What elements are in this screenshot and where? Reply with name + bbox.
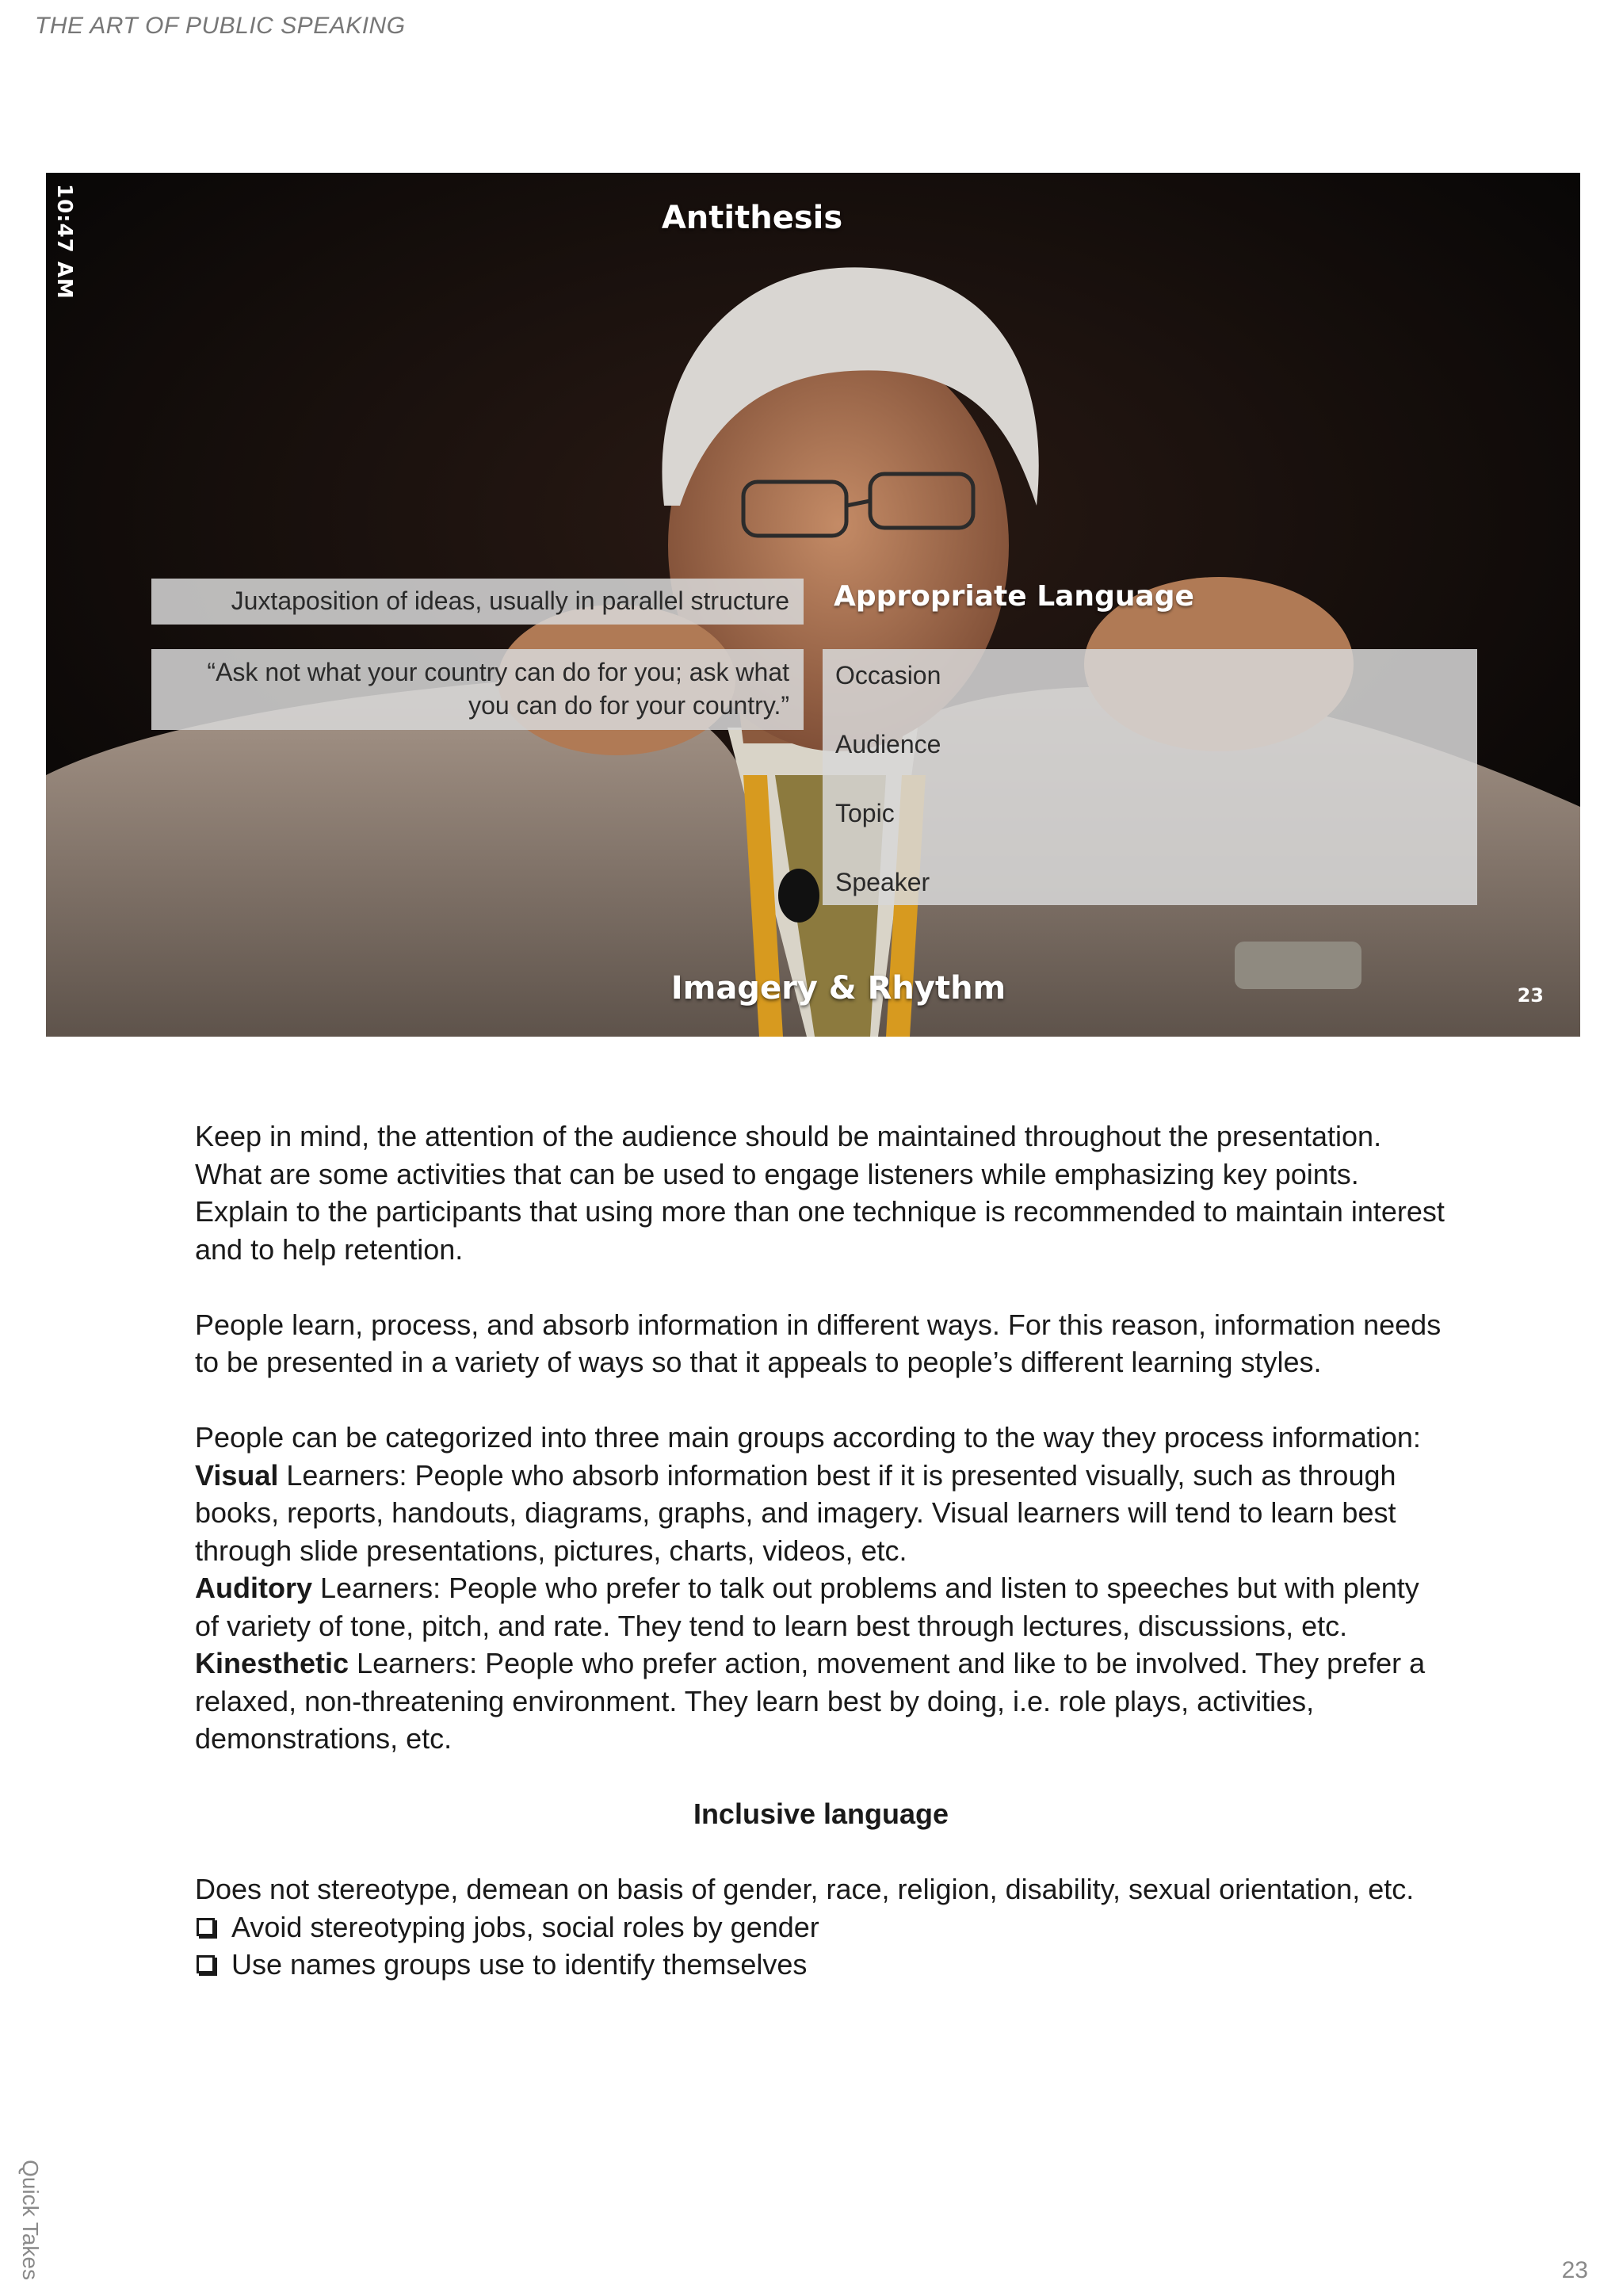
checklist-item: [195, 1908, 1447, 1946]
paragraph-visual-learners: [195, 1457, 1447, 1570]
checklist-item-text: Avoid stereotyping jobs, social roles by gender: [231, 1910, 819, 1943]
quote-box: “Ask not what your country can do for you; ask what you can do for your country.”: [151, 649, 804, 730]
definition-box: Juxtaposition of ideas, usually in parallel structure: [151, 579, 804, 625]
slide-clock: 10:47 AM: [52, 184, 76, 300]
side-label: Quick Takes: [18, 2160, 43, 2280]
checklist-item-text: Use names groups use to identify themselves: [231, 1948, 808, 1981]
visual-label: Visual: [195, 1458, 279, 1492]
list-item: Topic: [835, 799, 895, 827]
paragraph-kinesthetic-learners: [195, 1645, 1447, 1758]
slide-heading-imagery-rhythm: Imagery & Rhythm: [670, 970, 1006, 1007]
paragraph-learning-styles: People learn, process, and absorb information in different ways. For this reason, information needs to be presented in a variety of ways so that it appeals to people’s different learning styles.: [195, 1308, 1442, 1378]
paragraph-three-groups: People can be categorized into three main groups according to the way they process information:: [195, 1421, 1421, 1454]
inclusive-language-heading: Inclusive language: [693, 1797, 949, 1830]
slide-number: 23: [1517, 984, 1544, 1007]
paragraph-auditory-learners: [195, 1569, 1447, 1645]
kinesthetic-text: Learners: People who prefer action, movement and like to be involved. They prefer a relaxed, non-threatening environment. They learn best by doing, i.e. role plays, activities, demonstrations, etc.: [195, 1647, 1426, 1755]
checkbox-icon: [197, 1918, 215, 1936]
list-item: Occasion: [835, 661, 941, 690]
page-number: 23: [1561, 2257, 1588, 2283]
auditory-text: Learners: People who prefer to talk out problems and listen to speeches but with plenty of variety of tone, pitch, and rate. They tend to learn best through lectures, discussions, etc.: [195, 1572, 1419, 1642]
slide-heading-antithesis: Antithesis: [661, 200, 843, 236]
list-item: Speaker: [835, 868, 930, 896]
checklist-item: [195, 1946, 1447, 1984]
running-header: THE ART OF PUBLIC SPEAKING: [35, 13, 406, 39]
paragraph-attention: Keep in mind, the attention of the audience should be maintained throughout the presentation. What are some activities that can be used to engage listeners while emphasizing key points. Explain to the participants that using more than one technique is recommended to maintain interest and to help retention.: [195, 1120, 1445, 1266]
visual-text: Learners: People who absorb information best if it is presented visually, such as through books, reports, handouts, diagrams, graphs, and imagery. Visual learners will tend to learn best through slide presentations, pictures, charts, videos, etc.: [195, 1458, 1396, 1567]
checkbox-icon: [197, 1955, 215, 1973]
auditory-label: Auditory: [195, 1572, 312, 1604]
list-item: Audience: [835, 730, 941, 758]
appropriate-language-list: [823, 649, 1477, 905]
presentation-slide: [46, 173, 1580, 1037]
kinesthetic-label: Kinesthetic: [195, 1647, 349, 1679]
paragraph-inclusive-language: Does not stereotype, demean on basis of gender, race, religion, disability, sexual orientation, etc.: [195, 1873, 1415, 1905]
slide-heading-appropriate-language: Appropriate Language: [834, 580, 1194, 613]
body-text: [195, 1117, 1447, 1984]
